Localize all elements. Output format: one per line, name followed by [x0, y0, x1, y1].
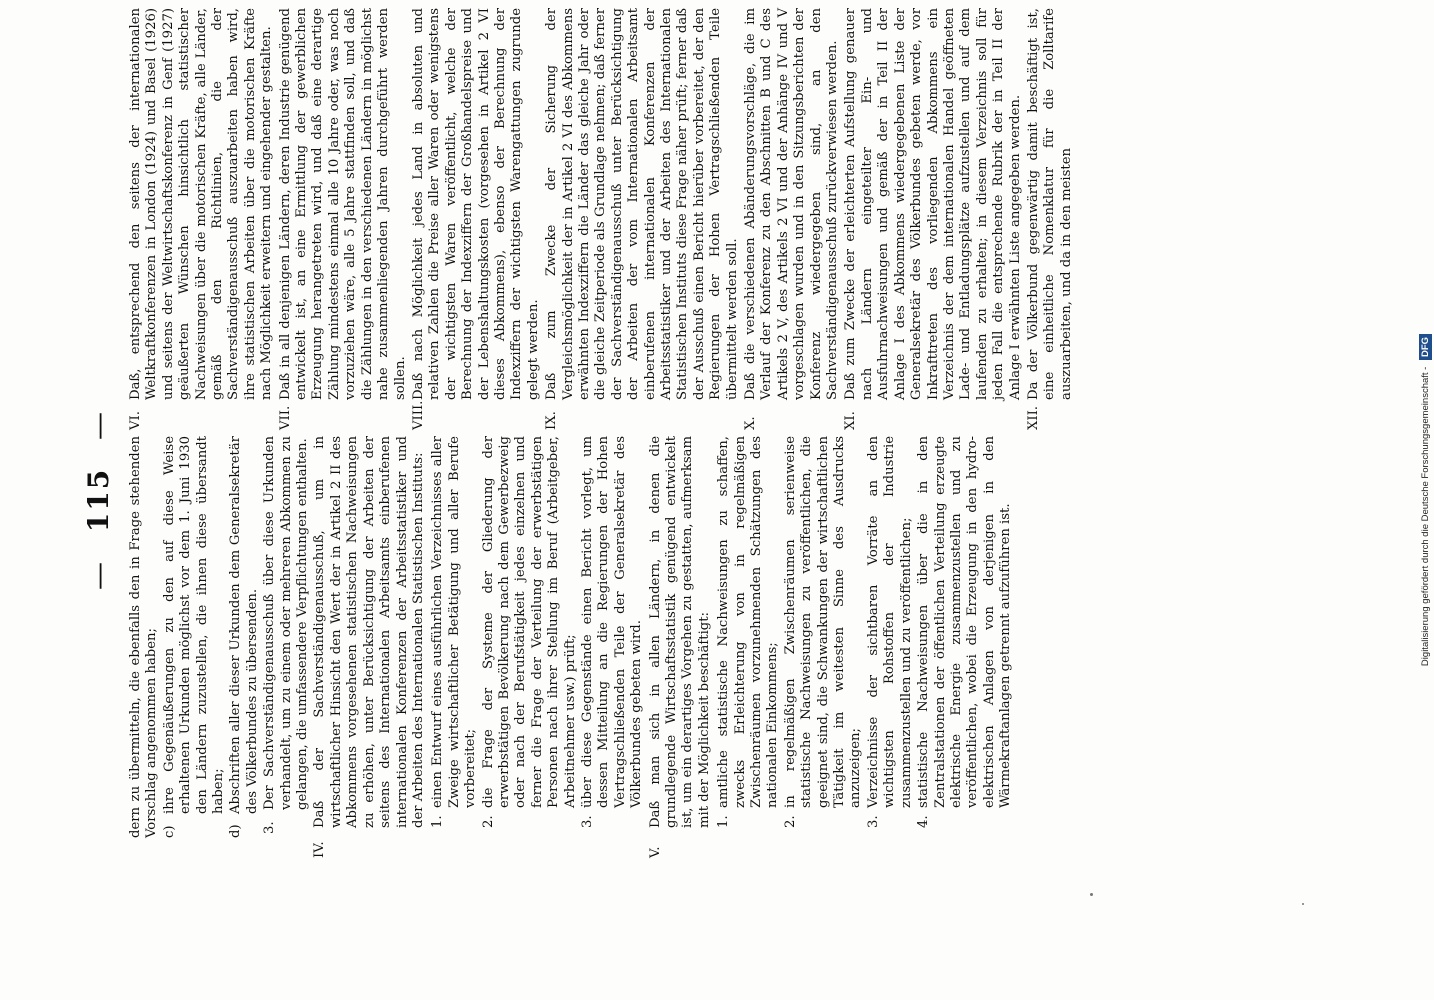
section-x	[743, 8, 841, 430]
section-number: IV.	[312, 841, 328, 858]
list-item	[580, 436, 646, 828]
item-number: 2.	[782, 815, 798, 828]
page-number: 115	[82, 467, 115, 533]
subitem-number: c)	[161, 825, 177, 838]
section-text: Daß die verschiedenen Abänderungsvorschläge, die im Verlauf der Konferenz zu den Abschnitten B und C des Artikels 2 V, des Artikels 2 VI und der Anhänge IV und V vorgeschlagen wurden und in den Sitzungsberichten der Konferenz wiedergegeben sind, an den Sachverständigenausschuß zurückverwiesen werden.	[743, 8, 841, 400]
section-xi	[843, 8, 1023, 430]
sidebar-credit	[1418, 8, 1434, 992]
section-number: X.	[743, 416, 759, 430]
dfg-logo: DFG	[1419, 334, 1432, 360]
section-number: XII.	[1025, 406, 1041, 430]
item-text: Verzeichnisse der sichtbaren Vorräte an den wichtigsten Rohstoffen der Industrie zusammenzustellen und zu veröffentlichen;	[865, 436, 914, 808]
item-number: 1.	[716, 815, 732, 828]
section-text: Daß in all denjenigen Ländern, deren Industrie genügend entwickelt ist, an eine Ermittlung der gewerblichen Erzeugung herangetreten wird, und daß eine derartige Zählung mindestens einmal alle 10 Jahre oder, was noch vorzuziehen wäre, alle 5 Jahre stattfinden soll, und daß die Zählungen in den verschiedenen Ländern in möglichst nahe zusammenliegenden Jahren durchgeführt werden sollen.	[277, 8, 408, 400]
scan-speck	[1302, 903, 1304, 905]
page-header	[82, 0, 122, 1000]
item-number: 2.	[480, 815, 496, 828]
sidebar-credit-text: Digitalisierung gefördert durch die Deutsche Forschungsgemeinschaft -	[1420, 366, 1431, 667]
section-text: Daß nach Möglichkeit jedes Land in absoluten und relativen Zahlen die Preise aller Waren oder wenigstens der wichtigsten Waren veröffentlicht, welche der Berechnung der Indexziffern der Großhandelspreise und der Lebenshaltungskosten (vorgesehen in Artikel 2 VI dieses Abkommens), ebenso der Berechnung der Indexziffern der wichtigsten Warengattungen zugrunde gelegt werden.	[410, 8, 541, 400]
section-vii	[278, 8, 409, 430]
section-text: Daß zum Zwecke der Sicherung der Vergleichsmöglichkeit der in Artikel 2 VI des Abkommens erwähnten Indexziffern die Länder das gleiche Jahr oder die gleiche Zeitperiode als Grundlage nehmen; daß ferner der Sachverständigenausschuß unter Berücksichtigung der Arbeiten der vom Internationalen Arbeitsamt einberufenen internationalen Konferenzen der Arbeitsstatistiker und der Arbeiten des Internationalen Statistischen Instituts diese Frage näher prüft; ferner daß der Ausschuß einen Bericht hierüber vorbereitet, der den Regierungen der Hohen Vertragschließenden Teile übermittelt werden soll.	[544, 8, 740, 400]
digitization-sidebar	[1418, 8, 1434, 992]
item-text: amtliche statistische Nachweisungen zu schaffen, zwecks Erleichterung von in regelmäßigen Zwischenräumen vorzunehmenden Schätzungen des nationalen Einkommens;	[716, 436, 781, 808]
item-text: statistische Nachweisungen über die in den Zentralstationen der öffentlichen Verteilung erzeugte elektrische Energie zusammenzustellen und zu veröffentlichen, wobei die Erzeugung in den hydro-elektrischen Anlagen von derjenigen in den Wärmekraftanlagen getrennt aufzuführen ist.	[916, 436, 1014, 808]
section-ix	[544, 8, 741, 430]
scan-speck	[1090, 893, 1093, 896]
list-item	[866, 436, 915, 828]
subitem-c	[162, 436, 228, 858]
section-number: VIII.	[410, 400, 426, 430]
section-text: Daß zum Zwecke der erleichterten Aufstellung genauer nach Ländern eingeteilter Ein- und Ausfuhrnachweisungen und gemäß der in Teil II der Anlage I des Abkommens wiedergegebenen Liste der Generalsekretär des Völkerbundes gebeten werde, vor Inkrafttreten des vorliegenden Abkommens ein Verzeichnis der dem internationalen Handel geöffneten Lade- und Entladungsplätze aufzustellen und auf dem laufenden zu erhalten; in diesem Verzeichnis soll für jeden Fall die entsprechende Rubrik der in Teil II der Anlage I erwähnten Liste angegeben werden.	[843, 8, 1023, 400]
item-number: 3.	[579, 815, 595, 828]
list-item	[716, 436, 782, 828]
subitem-text: Abschriften aller dieser Urkunden dem Generalsekretär des Völkerbundes zu übersenden.	[228, 436, 260, 814]
right-column	[128, 8, 1077, 430]
section-number: VI.	[128, 411, 143, 430]
paragraph-text: dern zu übermitteln, die ebenfalls den in Frage stehenden Vorschlag angenommen haben;	[128, 436, 160, 838]
section-number: V.	[647, 846, 663, 858]
section-text: Daß der Sachverständigenausschuß, um in wirtschaftlicher Hinsicht den Wert der in Artikel 2 II des Abkommens vorgesehenen statistischen Nachweisungen zu erhöhen, unter Berücksichtigung der Arbeiten der seitens des Internationalen Arbeitsamts einberufenen internationalen Konferenzen der Arbeitsstatistiker und der Arbeiten des Internationalen Statistischen Instituts:	[312, 436, 426, 828]
item-number: 4.	[916, 815, 932, 828]
section-viii	[411, 8, 542, 430]
section-v	[648, 436, 1015, 858]
section-text: Da der Völkerbund gegenwärtig damit beschäftigt ist, eine einheitliche Nomenklatur für die Zolltarife auszuarbeiten, und da in den meisten	[1025, 8, 1074, 400]
item-text: in regelmäßigen Zwischenräumen serienweise statistische Nachweisungen zu veröffentlichen, die geeignet sind, die Schwankungen der wirtschaftlichen Tätigkeit im weitesten Sinne des Ausdrucks anzuzeigen;	[782, 436, 864, 808]
list-item	[783, 436, 865, 828]
section-xii	[1026, 8, 1075, 430]
list-item	[430, 436, 479, 828]
item-text: die Frage der Systeme der Gliederung der erwerbstätigen Bevölkerung nach dem Gewerbezweig oder nach der Berufstätigkeit jedes einzelnen und ferner die Frage der Verteilung der erwerbstätigen Personen nach ihrer Stellung im Beruf (Arbeitgeber, Arbeitnehmer usw.) prüft;	[480, 436, 578, 808]
item-text: über diese Gegenstände einen Bericht vorlegt, um dessen Mitteilung an die Regierungen der Hohen Vertragschließenden Teile der Generalsekretär des Völkerbundes gebeten wird.	[579, 436, 645, 808]
item-number: 1.	[430, 815, 446, 828]
subitem-number: d)	[228, 824, 244, 838]
section-number: VII.	[277, 405, 293, 430]
subitem-d	[228, 436, 261, 858]
section-number: XI.	[843, 411, 859, 430]
continuation-paragraph	[128, 436, 161, 858]
subitem-text: ihre Gegenäußerungen zu den auf diese Weise erhaltenen Urkunden möglichst vor dem 1. Juni 1930 den Ländern zuzustellen, die ihnen diese übersandt haben;	[161, 436, 227, 814]
section-number: IX.	[544, 411, 560, 430]
item-number: 3.	[865, 815, 881, 828]
section-text: Daß, entsprechend den seitens der internationalen Weltkraftkonferenzen in London (1924) und Basel (1926) und seitens der Weltwirtschaftskonferenz in Genf (1927) geäußerten Wünschen hinsichtlich statistischer Nachweisungen über die motorischen Kräfte, alle Länder, gemäß den Richtlinien, die der Sachverständigenausschuß auszuarbeiten haben wird, ihre statistischen Arbeiten über die motorischen Kräfte nach Möglichkeit erweitern und eingehender gestalten.	[128, 8, 275, 400]
section-vi	[128, 8, 276, 430]
item-text: einen Entwurf eines ausführlichen Verzeichnisses aller Zweige wirtschaftlicher Betätigung und aller Berufe vorbereitet;	[430, 436, 479, 808]
item-text: Der Sachverständigenausschuß über diese Urkunden verhandelt, um zu einem oder mehreren Abkommen zu gelangen, die umfassendere Verpflichtungen enthalten.	[262, 436, 311, 810]
section-text: Daß man sich in allen Ländern, in denen die grundlegende Wirtschaftsstatistik genügend entwickelt ist, um ein derartiges Vorgehen zu gestatten, aufmerksam mit der Möglichkeit beschäftigt:	[647, 436, 712, 828]
header-dash-left: —	[82, 559, 115, 590]
list-item	[916, 436, 1014, 828]
item-3	[262, 436, 311, 858]
left-column	[128, 436, 1017, 858]
section-iv	[312, 436, 645, 858]
list-item	[481, 436, 579, 828]
item-number: 3.	[262, 821, 278, 834]
header-dash-right: —	[82, 410, 115, 441]
